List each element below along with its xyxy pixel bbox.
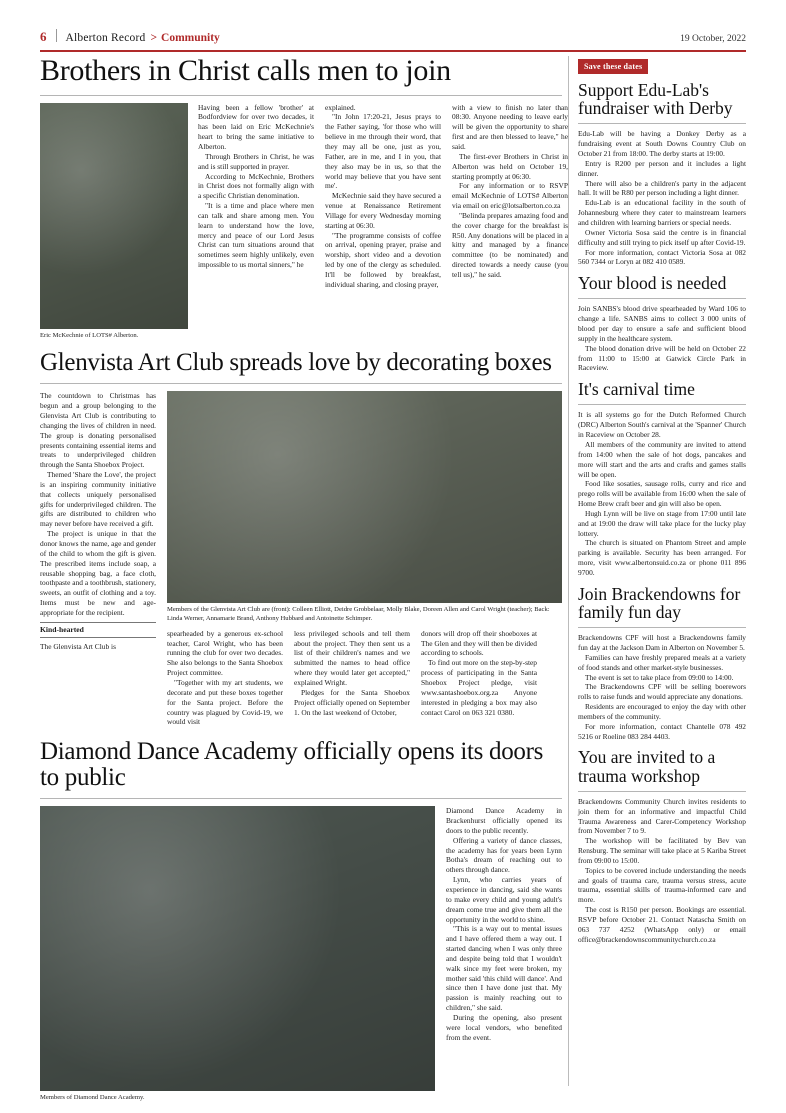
publication-title: Alberton Record [65, 32, 146, 44]
paragraph: Edu-Lab is an educational facility in the south of Johannesburg where they cater to mainstream learners and children with learning barriers or special needs. [578, 198, 746, 227]
sidebar-save-these-dates [578, 56, 746, 945]
article-column-1 [198, 103, 314, 340]
rail-heading: Join Brackendowns for family fun day [578, 583, 741, 622]
rail-heading: It's carnival time [578, 379, 695, 400]
paragraph: For any information or to RSVP email McKechnie of LOTS# Alberton via email on eric@lotsalberton.co.za [452, 181, 568, 211]
paragraph: The workshop will be facilitated by Bev van Rensburg. The seminar will take place at 5 Kariba Street from 09:00 to 15:00. [578, 836, 746, 865]
rail-body [578, 129, 746, 267]
paragraph: Having been a fellow 'brother' at Bodfordview for over two decades, it has been laid on Eric McKechnie's heart to bring the same initiative to Alberton. [198, 102, 314, 151]
article-column-1 [446, 806, 562, 1102]
paragraph: Hugh Lynn will be live on stage from 17:00 until late and at 19:00 the draw will take place for the lucky play lottery. [578, 508, 746, 538]
headline-rule [40, 383, 562, 384]
rail-item [578, 748, 746, 944]
article-headline: Glenvista Art Club spreads love by decorating boxes [40, 348, 552, 376]
chevron-right-icon: > [150, 32, 158, 44]
paragraph: "This is a way out to mental issues and I have offered them a way out. I started dancing when I was only three and despite being told that I wouldn't walk since my feet were broken, my mother said 'this child will dance'. And since then I have done just that. My passion is mainly reaching out to children," she said. [446, 924, 562, 1013]
paragraph: The first-ever Brothers in Christ in Alberton was held on October 19, starting promptly at 06:30. [452, 151, 568, 181]
paragraph: "Belinda prepares amazing food and the cover charge for the breakfast is R50. Any donations will be placed in a kitty and managed by a finance committee (to be nominated) and directed towards a needy cause (you tell us)," he said. [452, 210, 568, 279]
paragraph: Brackendowns CPF will host a Brackendowns family fun day at the Jackson Dam in Alberton on November 5. [578, 633, 746, 653]
masthead-divider [56, 29, 57, 42]
rail-heading: Your blood is needed [578, 273, 727, 294]
rail-rule [578, 123, 746, 124]
rail-heading: You are invited to a trauma workshop [578, 747, 716, 786]
rail-body [578, 410, 746, 577]
paragraph: The countdown to Christmas has begun and a group belonging to the Glenvista Art Club is contributing to changing the lives of children in need. The group is donating personalised presents containing essential items and treats to underprivileged children through the Santa Shoebox Project. [40, 391, 156, 470]
save-these-dates-badge: Save these dates [578, 59, 648, 74]
article-column-2 [325, 103, 441, 340]
paragraph: For more information, contact Chantelle 078 492 5216 or Roeline 083 284 4403. [578, 721, 746, 741]
photo-caption: Eric McKechnie of LOTS# Alberton. [40, 331, 139, 339]
article-photo [40, 806, 435, 1091]
paragraph: The cost is R150 per person. Bookings are essential. RSVP before October 21. Contact Natascha Smith on 063 737 4252 (WhatsApp only) or email office@brackendownscommunitychurch.co.za [578, 905, 746, 944]
headline-rule [40, 95, 562, 96]
paragraph: Food like sosaties, sausage rolls, curry and rice and prego rolls will be available from 16:00 when the sale of Home Brew craft beer and gin will also be open. [578, 479, 746, 509]
article-diamond-dance-academy [40, 739, 562, 1102]
article-photo [40, 103, 188, 329]
paragraph: Pledges for the Santa Shoebox Project officially opened on September 1. On the last weekend of October, [294, 687, 410, 717]
rail-item [578, 274, 746, 373]
rail-item [578, 380, 746, 578]
rail-body [578, 797, 746, 945]
column-divider [568, 56, 569, 1086]
paragraph: Owner Victoria Sosa said the centre is in financial difficulty and still trying to pick itself up after Covid-19. [578, 227, 746, 247]
paragraph: "Together with my art students, we decorate and put these boxes together for the Santa project. Before the country was plagued by Covid-19, we would visit [167, 678, 283, 727]
paragraph: For more information, contact Victoria Sosa at 082 560 7344 or Loryn at 082 410 0589. [578, 247, 746, 267]
article-column-2 [167, 629, 283, 727]
article-column-4 [421, 629, 537, 727]
rail-rule [578, 298, 746, 299]
paragraph: "It is a time and place where men can talk and share among men. You learn to understand how the love, mercy and peace of our Lord Jesus Christ can turn situations around that sometimes seem highly unlikely, even impossible to us mortal sinners," he [198, 201, 314, 270]
paragraph: It is all systems go for the Dutch Reformed Church (DRC) Alberton South's carnival at the 'Spanner' Church in Raceview on October 28. [578, 410, 746, 440]
paragraph: Topics to be covered include understanding the needs and goals of trauma care, trauma versus stress, acute trauma, essential skills of trauma-informed care and more. [578, 865, 746, 905]
paragraph: The blood donation drive will be held on October 22 from 11:00 to 15:00 at Gatwick Circle Park in Raceview. [578, 343, 746, 373]
rail-rule [578, 791, 746, 792]
paragraph: Themed 'Share the Love', the project is an inspiring community initiative that collects uniquely personalised gifts for underprivileged children. The gifts are distributed to children who may never before have received a gift. [40, 470, 156, 529]
paragraph: To find out more on the step-by-step process of participating in the Santa Shoebox Project pledge, visit www.santashoebox.org.za Anyone interested in pledging a box may also contact Carol on 063 321 0380. [421, 658, 537, 717]
paragraph: donors will drop off their shoeboxes at The Glen and they will then be divided according to schools. [421, 628, 537, 658]
paragraph: The project is unique in that the donor knows the name, age and gender of the child to whom the gift is given. The prescribed items include soap, a reusable shopping bag, a face cloth, toothpaste and a toothbrush, stationery, sweets, an outfit of clothing and a toy. Items must be new and age-appropriate for the recipient. [40, 529, 156, 617]
rail-item [578, 81, 746, 267]
page-number: 6 [40, 29, 47, 44]
paragraph: spearheaded by a generous ex-school teacher, Carol Wright, who has been running the club for over two decades. She also belongs to the Santa Shoebox Project committee. [167, 628, 283, 678]
article-column-3 [294, 629, 410, 727]
article-glenvista-art-club [40, 350, 562, 727]
paragraph: Families can have freshly prepared meals at a variety of food stands and other market-style businesses. [578, 652, 746, 672]
paragraph: The Glenvista Art Club is [40, 641, 116, 651]
paragraph: The church is situated on Phantom Street and ample parking is available. Security has been arranged. For more, visit www.albertonsuid.co.za or phone 011 896 9700. [578, 538, 746, 577]
headline-rule [40, 798, 562, 799]
paragraph: with a view to finish no later than 08:30. Anyone needing to leave early will be given the opportunity to share first and are then blessed to leave," he said. [452, 102, 568, 151]
paragraph: The event is set to take place from 09:00 to 14:00. [585, 672, 734, 682]
masthead [40, 28, 746, 50]
photo-caption: Members of Diamond Dance Academy. [40, 1094, 145, 1102]
rail-heading: Support Edu-Lab's fundraiser with Derby [578, 80, 733, 119]
article-photo [167, 391, 562, 603]
paragraph: less privileged schools and tell them about the project. They then sent us a list of their children's names and we submitted the names to head office where they would later get accepted," explained Wright. [294, 628, 410, 688]
paragraph: During the opening, also present were local vendors, who benefited from the event. [446, 1012, 562, 1042]
section-title: Community [161, 32, 220, 44]
paragraph: Join SANBS's blood drive spearheaded by Ward 106 to change a life. SANBS aims to collect 3 000 units of blood per day to ensure a safe and sufficient blood supply in the healthcare system. [578, 304, 746, 343]
article-brothers-in-christ [40, 54, 568, 340]
paragraph: Offering a variety of dance classes, the academy has for years been Lynn Botha's dream of reaching out to others through dance. [446, 835, 562, 875]
paragraph: Residents are encouraged to enjoy the day with other members of the community. [578, 702, 746, 721]
paragraph: The Brackendowns CPF will be selling boerewors rolls to raise funds and would appreciate any donations. [578, 682, 746, 702]
article-column-1 [40, 391, 156, 727]
article-column-3 [452, 103, 568, 340]
rail-rule [578, 404, 746, 405]
paragraph: There will also be a children's party in the adjacent hall. It will be R80 per person including a light dinner. [578, 178, 746, 198]
page-title: Brothers in Christ calls men to join [40, 54, 451, 87]
photo-caption: Members of the Glenvista Art Club are (front): Colleen Elliott, Deidre Grobbelaar, Molly Blake, Doreen Allen and Carol Wright (teacher); Back: Linda Werner, Annamarie Brand, Anthony Hubbard and Antoinette Schimper. [167, 606, 550, 622]
paragraph: "The programme consists of coffee on arrival, opening prayer, praise and worship, short video and a devotion led by one of the clergy as scheduled. It'll be followed by breakfast, individual sharing, and closing prayer, [325, 230, 441, 289]
masthead-rule [40, 50, 746, 52]
paragraph: McKechnie said they have secured a venue at Renaissance Retirement Village for every Wednesday morning starting at 06:30. [325, 191, 441, 230]
paragraph: Lynn, who carries years of experience in dancing, said she wants to make every child and young adult's dream come true and give them all the opportunity in the world to shine. [446, 875, 562, 924]
rail-body [578, 633, 746, 741]
paragraph: Diamond Dance Academy in Brackenhurst officially opened its doors to the public recently. [446, 806, 562, 835]
paragraph: "In John 17:20-21, Jesus prays to the Father saying, 'for those who will believe in me through their word, that they may all be one, just as you, Father, are in me, and I in you, that they also may be in us, so that the world may believe that you have sent me'. [325, 112, 441, 191]
paragraph: All members of the community are invited to attend from 14:00 when the sale of hot dogs, pancakes and more will start and the arts and crafts and games stalls will be open. [578, 440, 746, 479]
rail-rule [578, 627, 746, 628]
paragraph: Brackendowns Community Church invites residents to join them for an informative and impactful Child Trauma Awareness and Carer-Competency Workshop from November 7 to 9. [578, 796, 746, 836]
subheading-kind-hearted: Kind-hearted [40, 622, 156, 638]
main-content [40, 54, 568, 1102]
issue-date: 19 October, 2022 [680, 34, 746, 44]
paragraph: Through Brothers in Christ, he was and is still supported in prayer. [198, 151, 314, 171]
rail-item [578, 585, 746, 742]
paragraph: explained. [325, 102, 356, 112]
article-headline: Diamond Dance Academy officially opens its doors to public [40, 738, 544, 791]
paragraph: Edu-Lab will be having a Donkey Derby as a fundraising event at South Downs Country Club on October 21 from 18:00. The derby starts at 19:00. [578, 129, 746, 159]
paragraph: According to McKechnie, Brothers in Christ does not formally align with a specific Christian denomination. [198, 171, 314, 201]
paragraph: Entry is R200 per person and it includes a light dinner. [578, 158, 746, 178]
rail-body [578, 304, 746, 373]
